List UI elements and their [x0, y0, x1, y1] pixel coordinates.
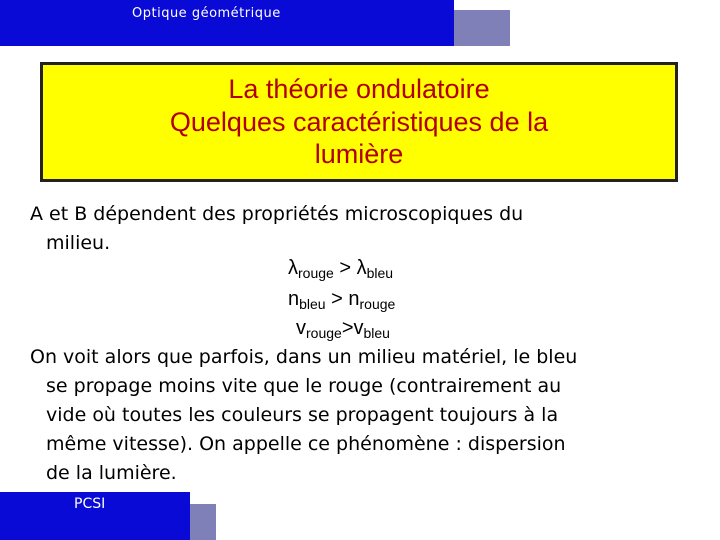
paragraph-2: [30, 343, 690, 488]
header-title: Optique géométrique: [132, 6, 281, 21]
formula-subscript: rouge: [298, 265, 334, 281]
paragraph-1-line-2: milieu.: [46, 232, 111, 254]
formula-index: [288, 288, 395, 312]
header-bar-shadow: [454, 10, 510, 46]
paragraph-1-line-1: A et B dépendent des propriétés microscopiques du: [30, 203, 524, 225]
paragraph-2-line-5: de la lumière.: [46, 462, 177, 484]
formula-operator: >: [341, 317, 354, 339]
slide-title-line-1: La théorie ondulatoire: [228, 74, 490, 105]
formula-symbol: v: [353, 317, 364, 339]
footer-bar-shadow: [190, 504, 216, 540]
formula-symbol: n: [288, 288, 300, 310]
formula-operator: >: [325, 288, 349, 310]
slide-title-line-2: Quelques caractéristiques de la: [169, 106, 549, 137]
formula-symbol: λ: [288, 257, 298, 279]
formula-symbol: λ: [356, 257, 367, 279]
paragraph-1: [30, 200, 690, 258]
slide-title-box: [40, 62, 678, 182]
paragraph-2-line-2: se propage moins vite que le rouge (contrairement au: [46, 375, 562, 397]
formula-operator: >: [333, 257, 357, 279]
slide-title-line-3: lumière: [314, 139, 404, 170]
formula-symbol: v: [296, 317, 306, 339]
formula-speed: [296, 317, 390, 341]
paragraph-2-line-1: On voit alors que parfois, dans un milieu matériel, le bleu: [30, 346, 578, 368]
paragraph-2-line-4: même vitesse). On appelle ce phénomène : dispersion: [46, 433, 566, 455]
formula-subscript: rouge: [306, 325, 342, 341]
formula-subscript: rouge: [359, 296, 396, 312]
formula-symbol: n: [348, 288, 360, 310]
paragraph-2-line-3: vide où toutes les couleurs se propagent toujours à la: [46, 404, 559, 426]
footer-label: PCSI: [74, 496, 106, 512]
formula-wavelength: [288, 257, 393, 281]
formula-subscript: bleu: [363, 325, 390, 341]
formula-subscript: bleu: [299, 296, 326, 312]
formula-subscript: bleu: [366, 265, 394, 281]
